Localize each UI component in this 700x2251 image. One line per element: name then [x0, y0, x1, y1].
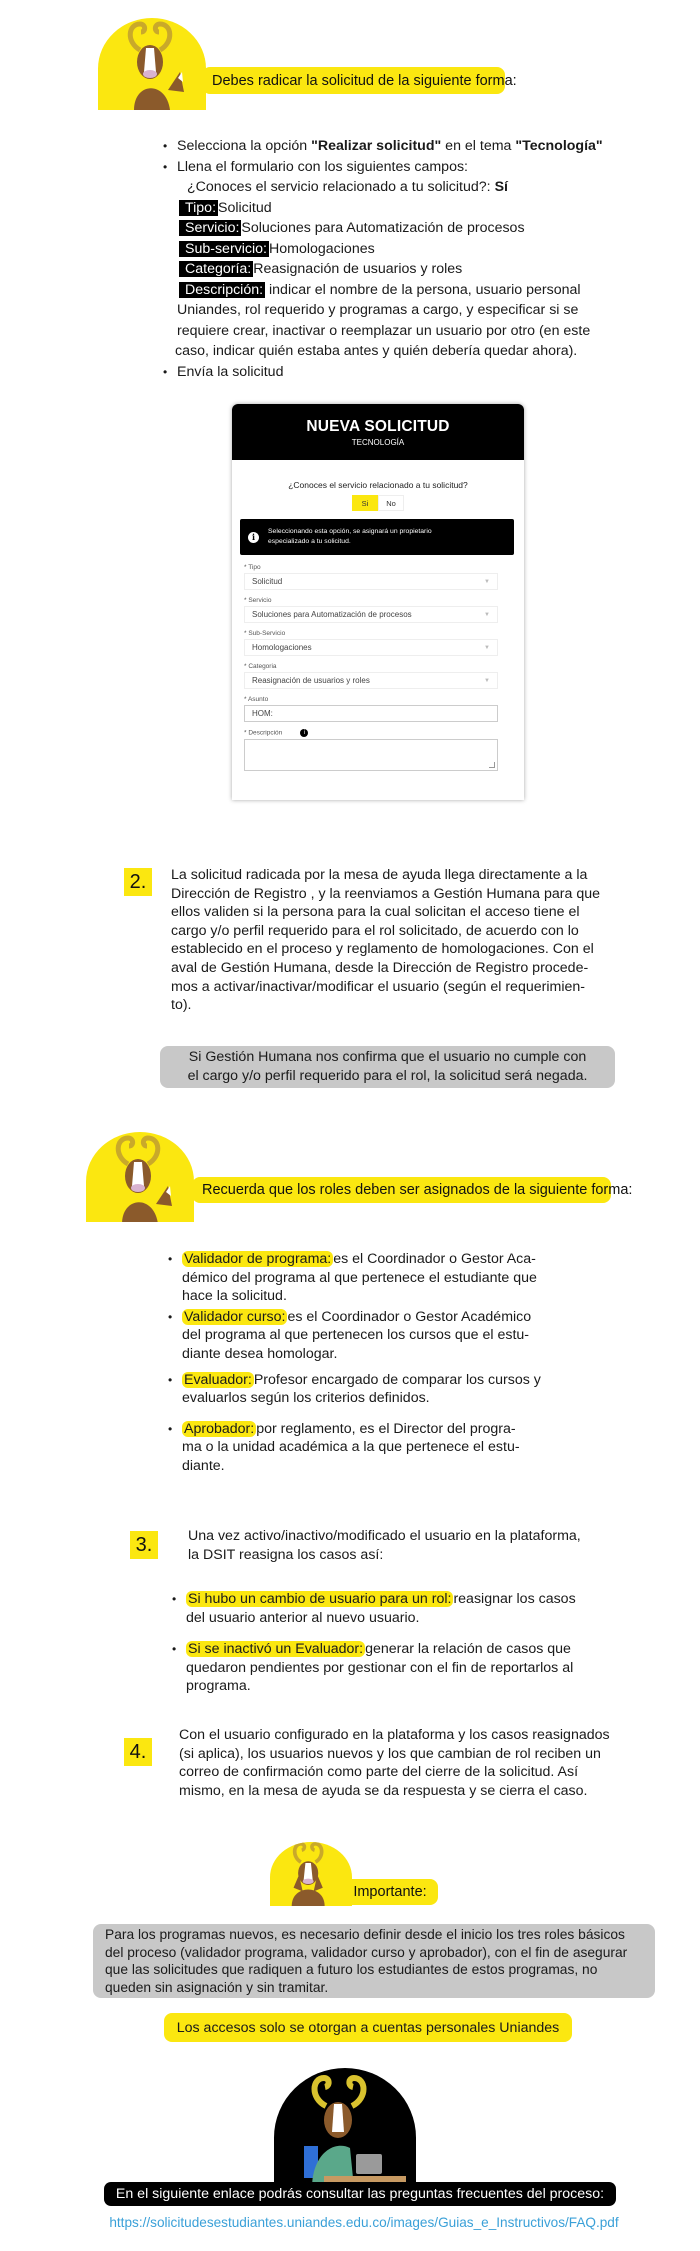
reassign-item — [172, 1640, 602, 1696]
asunto-value: HOM: — [252, 709, 273, 718]
description-continued: caso, indicar quién estaba antes y quién debería quedar ahora). — [175, 343, 578, 359]
servicio-value: Soluciones para Automatización de procesos — [252, 610, 412, 619]
goat-at-laptop-icon — [274, 2068, 416, 2188]
subservicio-select[interactable] — [244, 639, 498, 656]
important-banner-text: Importante: — [353, 1884, 427, 1900]
roles-list — [168, 1250, 568, 1483]
categoria-select[interactable] — [244, 672, 498, 689]
info-icon: i — [248, 532, 259, 543]
categoria-label: * Categoria — [244, 663, 277, 670]
roles-banner — [192, 1177, 633, 1203]
tipo-select[interactable] — [244, 573, 498, 590]
subservicio-value: Homologaciones — [252, 643, 312, 652]
descripcion-label-row — [244, 729, 524, 737]
form-title: NUEVA SOLICITUD — [306, 418, 450, 435]
field-value: indicar el nombre de la persona, usuario personal — [269, 281, 581, 298]
field-value: Solicitud — [218, 199, 272, 216]
field-tag: Categoría: — [179, 261, 253, 277]
chevron-down-icon: ▼ — [484, 611, 490, 618]
field-value: Reasignación de usuarios y roles — [253, 261, 463, 277]
paragraph-line: aval de Gestión Humana, desde la Dirección de Registro procede- — [171, 959, 589, 976]
servicio-select[interactable] — [244, 606, 498, 623]
field-tag: Descripción: — [179, 282, 265, 298]
reassign-desc: programa. — [186, 1678, 251, 1695]
paragraph-line: La solicitud radicada por la mesa de ayuda llega directamente a la — [171, 867, 588, 883]
step-number-2: 2. — [124, 868, 152, 896]
topic-name: "Tecnología" — [515, 138, 603, 154]
instructions-list — [163, 136, 603, 382]
role-item — [168, 1250, 568, 1306]
faq-label — [104, 2182, 616, 2206]
answer-text: Sí — [494, 179, 508, 195]
role-desc: es el Coordinador o Gestor Académico — [287, 1308, 532, 1325]
field-line-subservicio — [163, 239, 603, 260]
step3-paragraph — [188, 1527, 618, 1564]
paragraph-line: mos a activar/inactivar/modificar el usuario (según el requerimien- — [171, 978, 585, 995]
yes-button[interactable]: Si — [352, 495, 378, 511]
reassign-desc: quedaron pendientes por gestionar con el fin de reportarlos al — [186, 1659, 574, 1676]
asunto-label: * Asunto — [244, 696, 269, 703]
note-line: el cargo y/o perfil requerido para el rol, la solicitud será negada. — [187, 1068, 588, 1084]
list-item — [163, 157, 603, 178]
denial-note — [160, 1046, 615, 1088]
reassign-desc: del usuario anterior al nuevo usuario. — [186, 1609, 420, 1626]
note-line: del proceso (validador programa, validador curso y aprobador), con el fin de asegurar — [105, 1944, 628, 1960]
form-subtitle: TECNOLOGÍA — [351, 438, 405, 447]
paragraph-line: Una vez activo/inactivo/modificado el usuario en la plataforma, — [188, 1528, 581, 1544]
servicio-label: * Servicio — [244, 597, 272, 604]
faq-label-text: En el siguiente enlace podrás consultar las preguntas frecuentes del proceso: — [115, 2186, 605, 2202]
list-item — [163, 362, 603, 383]
mascot-badge — [98, 18, 206, 110]
faq-link[interactable]: https://solicitudesestudiantes.uniandes.edu.co/images/Guias_e_Instructivos/FAQ.pdf — [109, 2215, 619, 2230]
mascot-badge — [86, 1132, 194, 1222]
goat-mascot-icon — [272, 1842, 348, 1906]
reassign-list — [172, 1590, 602, 1703]
roles-banner-text: Recuerda que los roles deben ser asignados de la siguiente forma: — [202, 1182, 633, 1198]
asunto-input[interactable] — [244, 705, 498, 722]
info-icon[interactable]: i — [300, 729, 308, 737]
new-request-form — [232, 404, 524, 800]
reassign-desc: generar la relación de casos que — [365, 1641, 571, 1658]
descripcion-textarea[interactable] — [244, 739, 498, 771]
role-desc: es el Coordinador o Gestor Aca- — [333, 1251, 536, 1267]
field-value: Homologaciones — [269, 240, 375, 257]
role-desc: Profesor encargado de comparar los cursos y — [253, 1371, 541, 1388]
important-note — [93, 1924, 655, 1998]
field-line-categoria — [163, 259, 603, 280]
field-tag: Sub-servicio: — [179, 241, 269, 257]
reassign-term: Si se inactivó un Evaluador: — [188, 1641, 364, 1658]
description-continued: Uniandes, rol requerido y programas a cargo, y especificar si se — [177, 302, 579, 318]
role-desc: hace la solicitud. — [182, 1288, 287, 1305]
step4-paragraph — [179, 1726, 619, 1800]
paragraph-line: correo de confirmación como parte del cierre de la solicitud. Así — [179, 1764, 579, 1781]
list-item — [163, 136, 603, 157]
option-name: "Realizar solicitud" — [311, 138, 442, 154]
chevron-down-icon: ▼ — [484, 644, 490, 651]
paragraph-line: Dirección de Registro , y la reenviamos a Gestión Humana para que — [171, 885, 600, 902]
role-item — [168, 1371, 568, 1408]
note-line: que las solicitudes que radiquen a futuro los estudiantes de estos programas, no — [105, 1962, 598, 1977]
reassign-term: Si hubo un cambio de usuario para un rol: — [188, 1591, 452, 1607]
step-number-4: 4. — [124, 1738, 152, 1766]
paragraph-line: cargo y/o perfil requerido para el rol solicitado, de acuerdo con lo — [171, 922, 579, 939]
no-button[interactable]: No — [378, 495, 404, 511]
role-term: Evaluador: — [184, 1371, 252, 1388]
descripcion-label: * Descripción — [244, 729, 283, 737]
role-item — [168, 1420, 568, 1476]
info-banner — [240, 519, 514, 555]
paragraph-line: Con el usuario configurado en la plataforma y los casos reasignados — [179, 1727, 610, 1743]
role-term: Validador de programa: — [184, 1251, 332, 1267]
note-line: Si Gestión Humana nos confirma que el usuario no cumple con — [188, 1049, 587, 1065]
role-desc: evaluarlos según los criterios definidos. — [182, 1390, 430, 1407]
paragraph-line: ellos validen si la persona para la cual solicitan el acceso tiene el — [171, 904, 580, 921]
subservicio-label: * Sub-Servicio — [244, 630, 286, 637]
goat-mascot-icon — [106, 20, 206, 110]
categoria-value: Reasignación de usuarios y roles — [252, 676, 370, 685]
field-line-servicio — [163, 218, 603, 239]
paragraph-line: mismo, en la mesa de ayuda se da respuesta y se cierra el caso. — [179, 1782, 588, 1799]
faq-mascot-circle — [274, 2068, 416, 2188]
field-tag: Servicio: — [179, 220, 241, 236]
role-desc: démico del programa al que pertenece el estudiante que — [182, 1269, 537, 1286]
chevron-down-icon: ▼ — [484, 677, 490, 684]
question-text: ¿Conoces el servicio relacionado a tu solicitud?: — [187, 179, 495, 195]
step-number-3: 3. — [130, 1531, 158, 1559]
role-desc: del programa al que pertenecen los cursos que el estu- — [182, 1327, 530, 1344]
role-desc: diante desea homologar. — [182, 1345, 338, 1362]
tipo-label: * Tipo — [244, 564, 261, 571]
paragraph-line: (si aplica), los usuarios nuevos y los que cambian de rol reciben un — [179, 1745, 601, 1762]
role-desc: diante. — [182, 1457, 225, 1474]
instruction-text: en el tema — [441, 138, 516, 154]
description-continued: requiere crear, inactivar o reemplazar un usuario por otro (en este — [177, 322, 591, 339]
field-value: Soluciones para Automatización de procesos — [241, 220, 525, 236]
section1-banner — [202, 67, 517, 94]
instruction-text: Selecciona la opción — [177, 138, 312, 154]
chevron-down-icon: ▼ — [484, 578, 490, 585]
step2-paragraph — [171, 866, 611, 1015]
role-item — [168, 1308, 568, 1364]
section1-banner-text: Debes radicar la solicitud de la siguiente forma: — [212, 72, 517, 89]
paragraph-line: la DSIT reasigna los casos así: — [188, 1546, 384, 1563]
know-service-line — [163, 177, 603, 198]
know-service-question: ¿Conoces el servicio relacionado a tu solicitud? — [288, 480, 468, 490]
form-header — [232, 404, 524, 460]
field-line-descripcion — [163, 280, 603, 301]
instruction-text: Llena el formulario con los siguientes campos: — [177, 158, 468, 175]
note-line: Para los programas nuevos, es necesario definir desde el inicio los tres roles básicos — [105, 1927, 625, 1942]
yes-no-toggle — [232, 495, 524, 511]
tipo-value: Solicitud — [252, 577, 283, 586]
note-line: queden sin asignación y sin tramitar. — [105, 1979, 329, 1995]
field-tag: Tipo: — [179, 200, 218, 216]
reassign-item — [172, 1590, 602, 1627]
mascot-badge — [270, 1842, 352, 1906]
role-desc: ma o la unidad académica a la que pertenece el estu- — [182, 1439, 520, 1456]
info-text: especializado a tu solicitud. — [268, 538, 351, 545]
important-banner — [342, 1879, 438, 1905]
goat-mascot-icon — [94, 1134, 194, 1222]
role-term: Validador curso: — [184, 1308, 286, 1325]
role-term: Aprobador: — [184, 1420, 255, 1437]
role-desc: por reglamento, es el Director del progra- — [256, 1420, 516, 1437]
reassign-desc: reasignar los casos — [453, 1591, 576, 1607]
paragraph-line: establecido en el proceso y reglamento de homologaciones. Con el — [171, 941, 594, 958]
notice-text: Los accesos solo se otorgan a cuentas personales Uniandes — [176, 2019, 560, 2036]
instruction-text: Envía la solicitud — [177, 363, 284, 380]
uniandes-accounts-notice — [164, 2013, 572, 2042]
info-text: Seleccionando esta opción, se asignará un propietario — [268, 528, 432, 535]
field-line-tipo — [163, 198, 603, 219]
paragraph-line: to). — [171, 997, 192, 1014]
